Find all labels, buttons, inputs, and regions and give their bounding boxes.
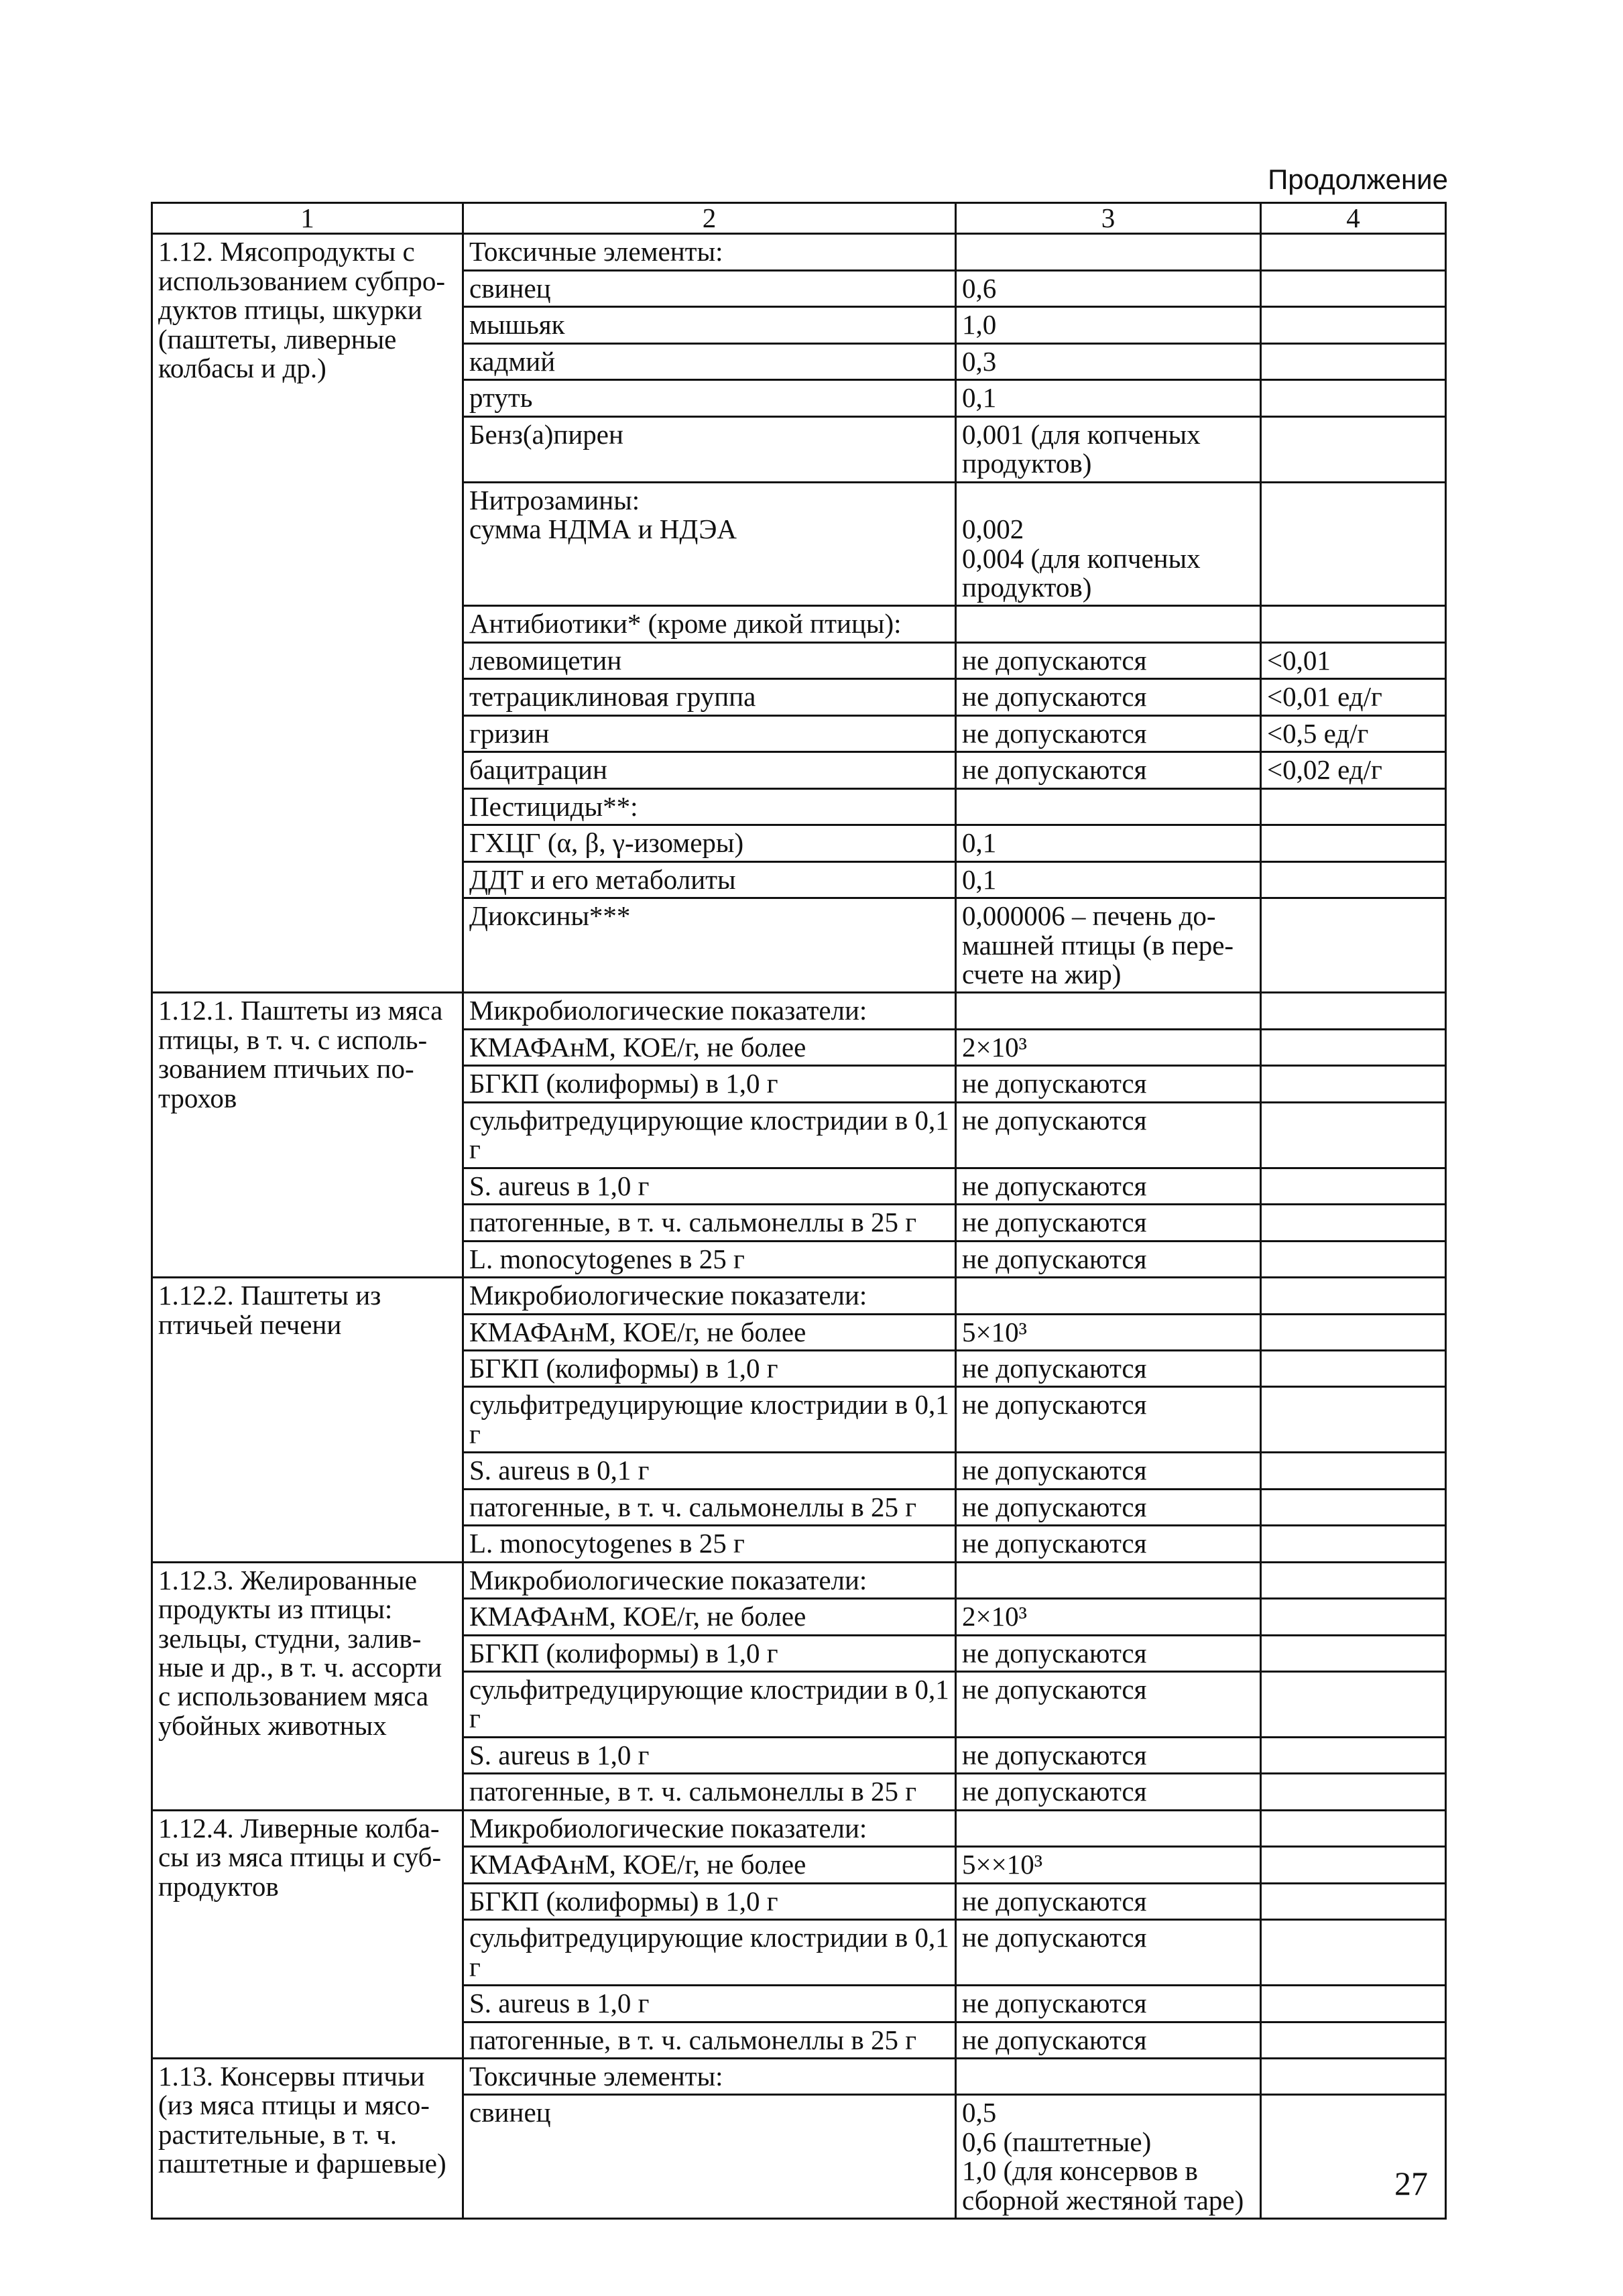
note-cell [1261, 1599, 1446, 1635]
indicator-cell: патогенные, в т. ч. сальмонеллы в 25 г [463, 1205, 956, 1241]
permissible-level-cell: 0,6 [956, 270, 1261, 306]
permissible-level-cell: не допускаются [956, 1635, 1261, 1671]
permissible-level-cell: 0,1 [956, 380, 1261, 416]
note-cell [1261, 1066, 1446, 1102]
indicator-cell: ДДТ и его метаболиты [463, 861, 956, 898]
permissible-level-cell: не допускаются [956, 1883, 1261, 1919]
column-header-2: 2 [463, 203, 956, 234]
permissible-level-cell: не допускаются [956, 1387, 1261, 1453]
permissible-level-cell: 0,002 0,004 (для копченых продуктов) [956, 482, 1261, 606]
note-cell: <0,02 ед/г [1261, 752, 1446, 788]
permissible-level-cell [956, 1810, 1261, 1846]
indicator-cell: ГХЦГ (α, β, γ-изомеры) [463, 825, 956, 861]
permissible-level-cell: не допускаются [956, 1168, 1261, 1204]
note-cell [1261, 270, 1446, 306]
permissible-level-cell: не допускаются [956, 1737, 1261, 1773]
indicator-cell: Микробиологические показатели: [463, 1278, 956, 1314]
indicator-cell: патогенные, в т. ч. сальмонеллы в 25 г [463, 1774, 956, 1810]
product-group-name: 1.12.1. Паштеты из мяса птицы, в т. ч. с исполь- зованием птичьих по- трохов [152, 993, 463, 1278]
permissible-level-cell: не допускаются [956, 1672, 1261, 1738]
table-row [152, 234, 1446, 270]
note-cell [1261, 1562, 1446, 1598]
permissible-level-cell: не допускаются [956, 1205, 1261, 1241]
indicator-cell: Токсичные элементы: [463, 234, 956, 270]
permissible-level-cell [956, 993, 1261, 1029]
permissible-level-cell: 0,5 0,6 (паштетные) 1,0 (для консервов в сборной жестяной таре) [956, 2095, 1261, 2219]
note-cell [1261, 993, 1446, 1029]
indicator-cell: КМАФАнМ, КОЕ/г, не более [463, 1029, 956, 1065]
permissible-level-cell: 0,1 [956, 825, 1261, 861]
note-cell [1261, 1453, 1446, 1489]
indicator-cell: L. monocytogenes в 25 г [463, 1241, 956, 1277]
note-cell [1261, 2059, 1446, 2095]
indicator-cell: S. aureus в 1,0 г [463, 1168, 956, 1204]
indicator-cell: КМАФАнМ, КОЕ/г, не более [463, 1847, 956, 1883]
indicator-cell: L. monocytogenes в 25 г [463, 1526, 956, 1562]
permissible-level-cell: 0,1 [956, 861, 1261, 898]
continuation-label: Продолжение [1268, 164, 1448, 195]
page-number: 27 [1394, 2165, 1428, 2202]
note-cell [1261, 1986, 1446, 2022]
indicator-cell: свинец [463, 270, 956, 306]
indicator-cell: S. aureus в 1,0 г [463, 1986, 956, 2022]
indicator-cell: патогенные, в т. ч. сальмонеллы в 25 г [463, 2022, 956, 2058]
permissible-level-cell [956, 234, 1261, 270]
indicator-cell: свинец [463, 2095, 956, 2219]
permissible-level-cell: 5×10³ [956, 1314, 1261, 1350]
indicator-cell: Антибиотики* (кроме дикой птицы): [463, 606, 956, 642]
note-cell [1261, 1387, 1446, 1453]
indicator-cell: патогенные, в т. ч. сальмонеллы в 25 г [463, 1489, 956, 1525]
note-cell [1261, 1526, 1446, 1562]
permissible-level-cell: не допускаются [956, 1241, 1261, 1277]
table-row [152, 993, 1446, 1029]
note-cell [1261, 1920, 1446, 1986]
indicator-cell: мышьяк [463, 307, 956, 343]
note-cell [1261, 482, 1446, 606]
indicator-cell: БГКП (колиформы) в 1,0 г [463, 1635, 956, 1671]
permissible-level-cell: не допускаются [956, 1102, 1261, 1168]
permissible-level-cell [956, 788, 1261, 825]
permissible-level-cell: не допускаются [956, 1526, 1261, 1562]
product-group-name: 1.13. Консервы птичьи (из мяса птицы и мясо- растительные, в т. ч. паштетные и фаршевые) [152, 2059, 463, 2219]
permissible-level-cell [956, 606, 1261, 642]
note-cell [1261, 1489, 1446, 1525]
permissible-level-cell [956, 1562, 1261, 1598]
permissible-level-cell: 5××10³ [956, 1847, 1261, 1883]
permissible-level-cell: не допускаются [956, 1066, 1261, 1102]
note-cell [1261, 1847, 1446, 1883]
note-cell [1261, 234, 1446, 270]
product-group-name: 1.12.3. Желированные продукты из птицы: зельцы, студни, залив- ные и др., в т. ч. ассорти с использованием мяса убойных животных [152, 1562, 463, 1810]
permissible-level-cell: не допускаются [956, 715, 1261, 751]
note-cell [1261, 1672, 1446, 1738]
table-row [152, 1810, 1446, 1846]
note-cell [1261, 1774, 1446, 1810]
note-cell [1261, 606, 1446, 642]
note-cell [1261, 1102, 1446, 1168]
indicator-cell: кадмий [463, 343, 956, 379]
indicator-cell: Микробиологические показатели: [463, 993, 956, 1029]
permissible-level-cell: 0,3 [956, 343, 1261, 379]
indicator-cell: Микробиологические показатели: [463, 1810, 956, 1846]
indicator-cell: БГКП (колиформы) в 1,0 г [463, 1066, 956, 1102]
indicator-cell: S. aureus в 0,1 г [463, 1453, 956, 1489]
indicator-cell: левомицетин [463, 642, 956, 678]
indicator-cell: бацитрацин [463, 752, 956, 788]
permissible-level-cell: 0,000006 – печень до- машней птицы (в пере- счете на жир) [956, 898, 1261, 993]
note-cell [1261, 1810, 1446, 1846]
indicator-cell: Токсичные элементы: [463, 2059, 956, 2095]
note-cell: <0,01 [1261, 642, 1446, 678]
standards-table [151, 202, 1447, 2220]
indicator-cell: сульфитредуцирующие клостридии в 0,1 г [463, 1672, 956, 1738]
indicator-cell: БГКП (колиформы) в 1,0 г [463, 1350, 956, 1386]
permissible-level-cell: не допускаются [956, 679, 1261, 715]
permissible-level-cell: 2×10³ [956, 1029, 1261, 1065]
indicator-cell: Пестициды**: [463, 788, 956, 825]
indicator-cell: сульфитредуцирующие клостридии в 0,1 г [463, 1920, 956, 1986]
permissible-level-cell [956, 2059, 1261, 2095]
indicator-cell: КМАФАнМ, КОЕ/г, не более [463, 1314, 956, 1350]
note-cell [1261, 1314, 1446, 1350]
permissible-level-cell: не допускаются [956, 642, 1261, 678]
note-cell [1261, 788, 1446, 825]
column-header-1: 1 [152, 203, 463, 234]
indicator-cell: Диоксины*** [463, 898, 956, 993]
column-header-4: 4 [1261, 203, 1446, 234]
permissible-level-cell: не допускаются [956, 1453, 1261, 1489]
note-cell: <0,5 ед/г [1261, 715, 1446, 751]
indicator-cell: тетрациклиновая группа [463, 679, 956, 715]
table-row [152, 1562, 1446, 1598]
permissible-level-cell: не допускаются [956, 1920, 1261, 1986]
indicator-cell: Нитрозамины: сумма НДМА и НДЭА [463, 482, 956, 606]
permissible-level-cell: 0,001 (для копченых продуктов) [956, 416, 1261, 482]
note-cell [1261, 1029, 1446, 1065]
note-cell [1261, 380, 1446, 416]
note-cell [1261, 825, 1446, 861]
note-cell [1261, 1883, 1446, 1919]
permissible-level-cell: не допускаются [956, 2022, 1261, 2058]
indicator-cell: КМАФАнМ, КОЕ/г, не более [463, 1599, 956, 1635]
permissible-level-cell: не допускаются [956, 1774, 1261, 1810]
permissible-level-cell: не допускаются [956, 1350, 1261, 1386]
indicator-cell: сульфитредуцирующие клостридии в 0,1 г [463, 1102, 956, 1168]
indicator-cell: сульфитредуцирующие клостридии в 0,1 г [463, 1387, 956, 1453]
table-row [152, 2059, 1446, 2095]
indicator-cell: БГКП (колиформы) в 1,0 г [463, 1883, 956, 1919]
permissible-level-cell: не допускаются [956, 752, 1261, 788]
note-cell [1261, 1205, 1446, 1241]
permissible-level-cell: не допускаются [956, 1986, 1261, 2022]
note-cell [1261, 1278, 1446, 1314]
table-row [152, 1278, 1446, 1314]
note-cell [1261, 1635, 1446, 1671]
product-group-name: 1.12. Мясопродукты с использованием субпро- дуктов птицы, шкурки (паштеты, ливерные колбасы и др.) [152, 234, 463, 993]
permissible-level-cell: 1,0 [956, 307, 1261, 343]
note-cell: <0,01 ед/г [1261, 679, 1446, 715]
note-cell [1261, 1737, 1446, 1773]
permissible-level-cell: не допускаются [956, 1489, 1261, 1525]
product-group-name: 1.12.4. Ливерные колба- сы из мяса птицы и суб- продуктов [152, 1810, 463, 2058]
note-cell [1261, 1350, 1446, 1386]
table-header-row [152, 203, 1446, 234]
product-group-name: 1.12.2. Паштеты из птичьей печени [152, 1278, 463, 1563]
indicator-cell: ртуть [463, 380, 956, 416]
indicator-cell: Микробиологические показатели: [463, 1562, 956, 1598]
permissible-level-cell: 2×10³ [956, 1599, 1261, 1635]
column-header-3: 3 [956, 203, 1261, 234]
indicator-cell: S. aureus в 1,0 г [463, 1737, 956, 1773]
indicator-cell: гризин [463, 715, 956, 751]
note-cell [1261, 861, 1446, 898]
note-cell [1261, 898, 1446, 993]
note-cell [1261, 1241, 1446, 1277]
indicator-cell: Бенз(а)пирен [463, 416, 956, 482]
table-body [152, 203, 1446, 2219]
note-cell [1261, 307, 1446, 343]
note-cell [1261, 343, 1446, 379]
note-cell [1261, 416, 1446, 482]
note-cell [1261, 1168, 1446, 1204]
permissible-level-cell [956, 1278, 1261, 1314]
note-cell [1261, 2022, 1446, 2058]
